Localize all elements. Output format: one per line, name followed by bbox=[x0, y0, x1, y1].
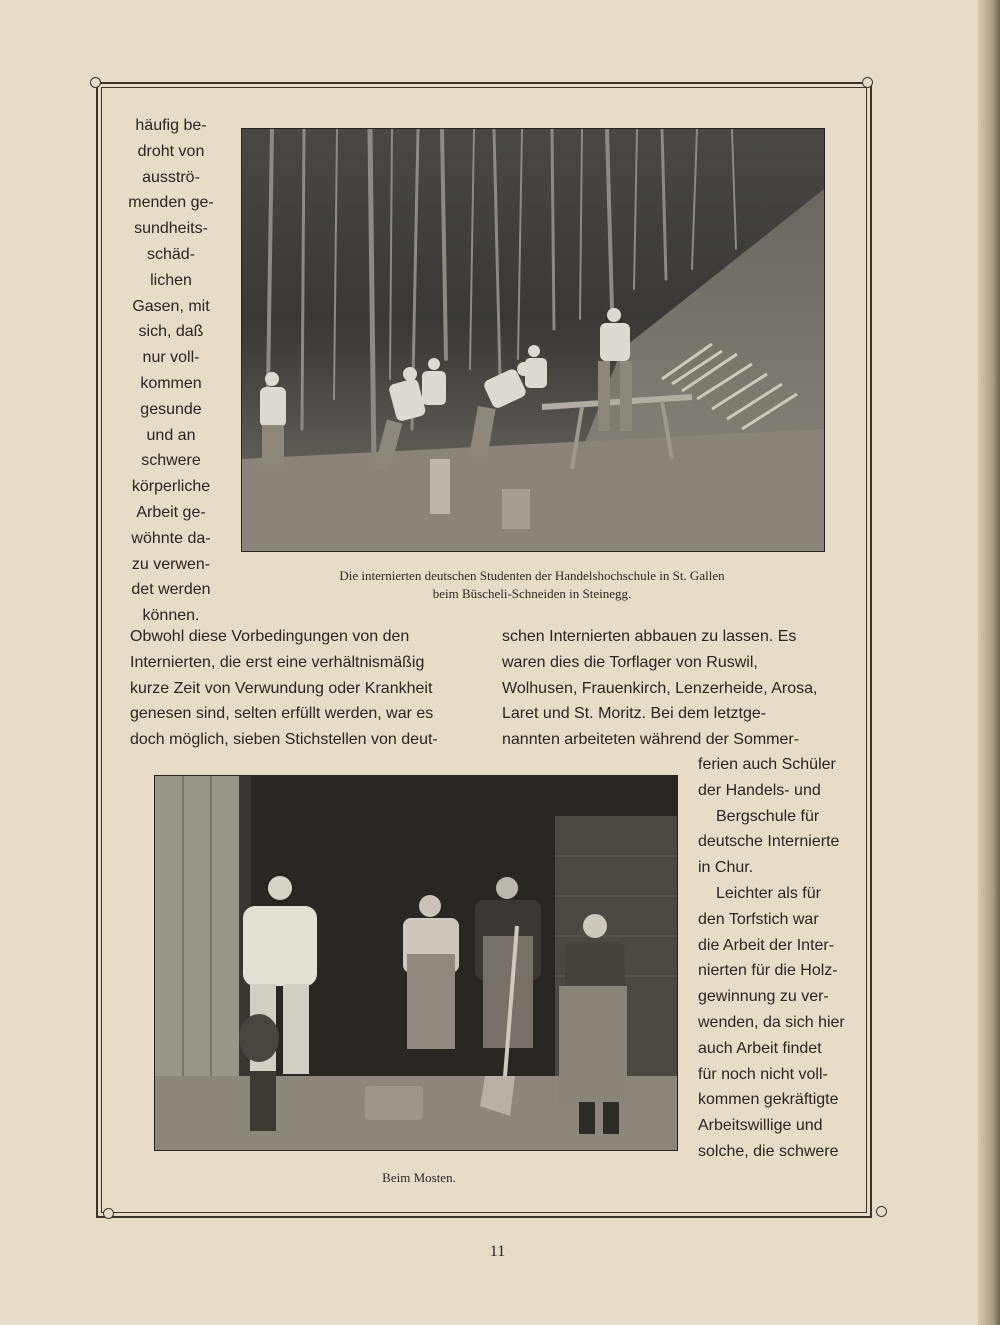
text-line: zu verwen- bbox=[131, 555, 211, 573]
text-line: Laret und St. Moritz. Bei dem letztge- bbox=[502, 705, 767, 723]
narrow-left-column bbox=[124, 113, 218, 629]
text-line: können. bbox=[142, 607, 200, 625]
text-line: häufig be- bbox=[135, 117, 207, 134]
text-line: nannten arbeiteten während der Sommer- bbox=[502, 731, 800, 749]
text-line: nur voll- bbox=[142, 349, 200, 367]
left-text-column bbox=[130, 624, 480, 753]
text-line: Obwohl diese Vorbedingungen von den bbox=[130, 628, 410, 645]
forest-woodcutting-photo bbox=[241, 128, 825, 552]
text-line: die Arbeit der Inter- bbox=[698, 936, 835, 954]
frame-corner-ornament bbox=[90, 77, 101, 88]
text-line: den Torfstich war bbox=[698, 910, 819, 928]
caption-line: Die internierten deutschen Studenten der Handelshochschule in St. Gallen bbox=[339, 568, 725, 583]
frame-corner-ornament bbox=[862, 77, 873, 88]
narrow-right-column bbox=[698, 752, 852, 1165]
text-line: wenden, da sich hier bbox=[698, 1013, 845, 1031]
text-line: Wolhusen, Frauenkirch, Lenzerheide, Arosa, bbox=[502, 679, 818, 697]
text-line: schäd- bbox=[146, 245, 196, 263]
text-line: doch möglich, sieben Stichstellen von deut- bbox=[130, 731, 438, 749]
text-line: kommen bbox=[140, 374, 202, 392]
frame-corner-ornament bbox=[876, 1206, 887, 1217]
text-line: droht von bbox=[137, 142, 205, 160]
text-line: der Handels- und bbox=[698, 781, 821, 799]
text-line: ferien auch Schüler bbox=[698, 756, 836, 773]
text-line: in Chur. bbox=[698, 859, 754, 877]
text-line: Arbeitswillige und bbox=[698, 1117, 823, 1135]
text-line: genesen sind, selten erfüllt werden, war es bbox=[130, 705, 434, 723]
text-line: Gasen, mit bbox=[132, 297, 210, 315]
text-line: waren dies die Torflager von Ruswil, bbox=[502, 653, 758, 671]
text-line: gesunde bbox=[140, 400, 202, 418]
page-number: 11 bbox=[489, 1243, 506, 1260]
text-line: kurze Zeit von Verwundung oder Krankheit bbox=[130, 679, 433, 697]
cider-pressing-photo bbox=[154, 775, 678, 1151]
text-line: für noch nicht voll- bbox=[698, 1065, 828, 1083]
right-text-column bbox=[502, 624, 852, 753]
text-line: Internierten, die erst eine verhältnismäßig bbox=[130, 653, 425, 671]
text-line: nierten für die Holz- bbox=[698, 962, 838, 980]
photo1-caption bbox=[241, 567, 823, 603]
text-line: schwere bbox=[141, 452, 201, 470]
text-line: schen Internierten abbauen zu lassen. Es bbox=[502, 628, 797, 645]
text-line: ausströ- bbox=[142, 168, 200, 186]
text-line: Leichter als für bbox=[716, 884, 821, 902]
caption-line: beim Büscheli-Schneiden in Steinegg. bbox=[432, 586, 632, 601]
text-line: kommen gekräftigte bbox=[698, 1091, 839, 1109]
text-line: menden ge- bbox=[128, 194, 214, 212]
photo2-caption: Beim Mosten. bbox=[382, 1170, 456, 1185]
text-line: und an bbox=[146, 426, 196, 444]
frame-corner-ornament bbox=[103, 1208, 114, 1219]
text-line: Arbeit ge- bbox=[136, 503, 206, 521]
text-line: Bergschule für bbox=[716, 807, 820, 825]
text-line: körperliche bbox=[131, 478, 211, 496]
text-line: solche, die schwere bbox=[698, 1142, 839, 1160]
text-line: det werden bbox=[131, 581, 211, 599]
text-line: gewinnung zu ver- bbox=[698, 988, 829, 1006]
text-line: lichen bbox=[150, 271, 192, 289]
text-line: sich, daß bbox=[138, 323, 204, 341]
page-edge-shadow bbox=[978, 0, 1000, 1325]
text-line: deutsche Internierte bbox=[698, 833, 840, 851]
text-line: auch Arbeit findet bbox=[698, 1039, 822, 1057]
text-line: sundheits- bbox=[134, 220, 208, 238]
text-line: wöhnte da- bbox=[131, 529, 211, 547]
